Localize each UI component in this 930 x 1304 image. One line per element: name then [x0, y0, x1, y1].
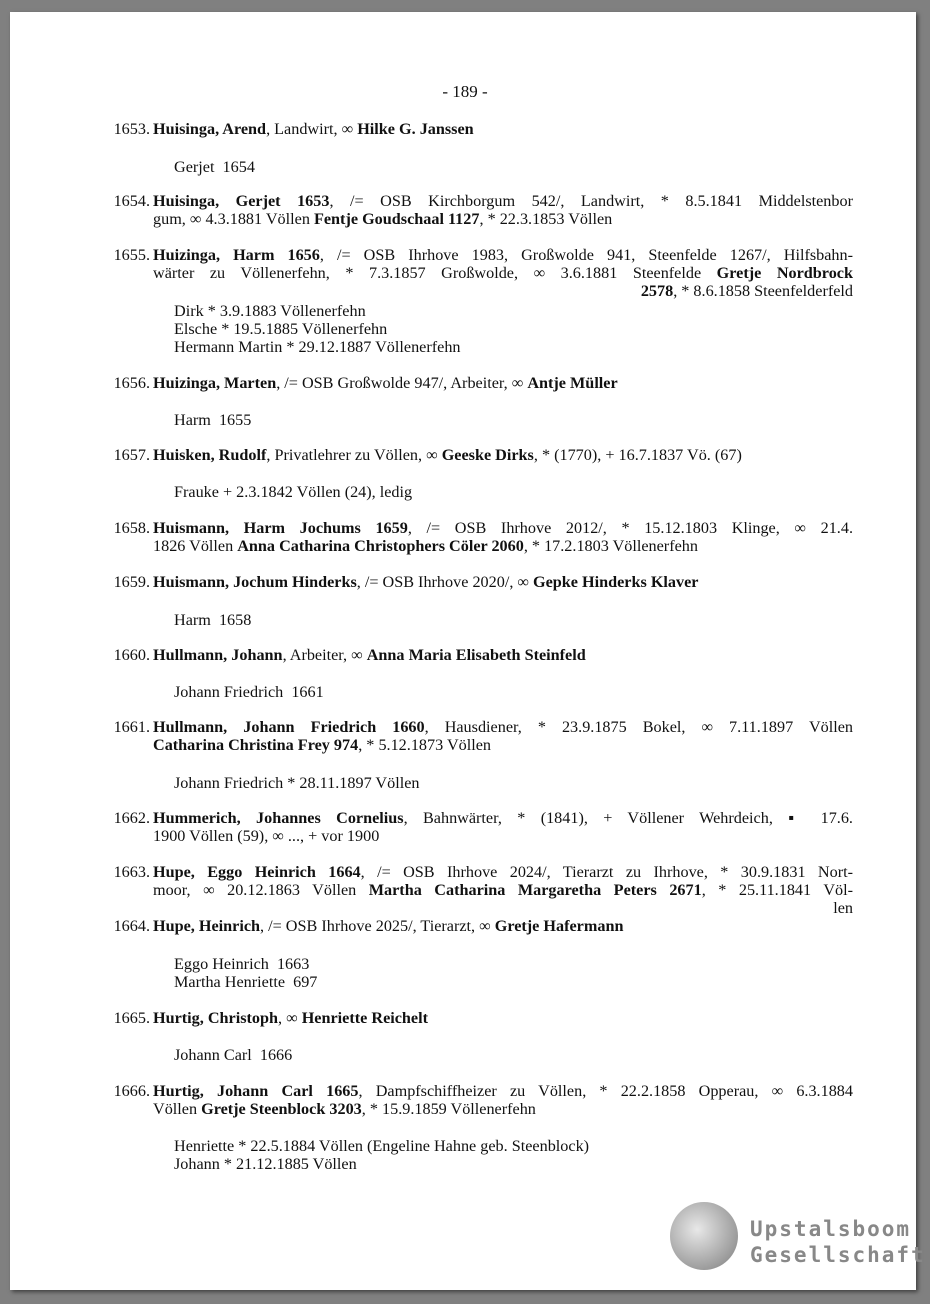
entry-number: 1662. — [113, 809, 150, 827]
children-list — [174, 955, 854, 991]
entry-line: Hurtig, Christoph, ∞ Henriette Reichelt — [153, 1009, 429, 1027]
child-line: Hermann Martin * 29.12.1887 Völlenerfehn — [174, 338, 461, 356]
entry-text — [153, 519, 853, 555]
entry-number: 1654. — [113, 192, 150, 210]
entry-line: Huisken, Rudolf, Privatlehrer zu Völlen, ∞ Geeske Dirks, * (1770), + 16.7.1837 Vö. (67) — [153, 446, 742, 464]
child-line: Henriette * 22.5.1884 Völlen (Engeline Hahne geb. Steenblock) — [174, 1137, 590, 1155]
entry-line: 1900 Völlen (59), ∞ ..., + vor 1900 — [153, 827, 380, 845]
entry-text — [153, 246, 853, 300]
entry-number: 1658. — [113, 519, 150, 537]
entry-line: 2578, * 8.6.1858 Steenfelderfeld — [640, 282, 853, 300]
child-line: Johann Carl 1666 — [174, 1046, 293, 1064]
child-line: Johann Friedrich * 28.11.1897 Völlen — [174, 774, 420, 792]
page-number: - 189 - — [442, 82, 488, 101]
entry-line: Hullmann, Johann Friedrich 1660, Hausdiener, * 23.9.1875 Bokel, ∞ 7.11.1897 Völlen — [153, 718, 853, 736]
entry-text — [153, 446, 853, 464]
entry-number: 1655. — [113, 246, 150, 264]
logo-line-2: Gesellschaft — [750, 1243, 926, 1267]
entry-line: Hullmann, Johann, Arbeiter, ∞ Anna Maria Elisabeth Steinfeld — [153, 646, 586, 664]
entry-number: 1653. — [113, 120, 150, 138]
children-list — [174, 158, 854, 176]
children-list — [174, 411, 854, 429]
child-line: Johann * 21.12.1885 Völlen — [174, 1155, 357, 1173]
child-line: Harm 1658 — [174, 611, 252, 629]
entry-text — [153, 863, 853, 917]
children-list — [174, 683, 854, 701]
entry-number: 1661. — [113, 718, 150, 736]
entry-line: Huizinga, Harm 1656, /= OSB Ihrhove 1983, Großwolde 941, Steenfelde 1267/, Hilfsbahn- — [153, 246, 853, 264]
children-list — [174, 1137, 854, 1173]
entry-text — [153, 1009, 853, 1027]
entry-text — [153, 573, 853, 591]
child-line: Eggo Heinrich 1663 — [174, 955, 310, 973]
entry-line: Catharina Christina Frey 974, * 5.12.1873 Völlen — [153, 736, 491, 754]
entry-line: Huismann, Jochum Hinderks, /= OSB Ihrhove 2020/, ∞ Gepke Hinderks Klaver — [153, 573, 699, 591]
logo-line-1: Upstalsboom — [750, 1217, 912, 1241]
entry-line: Huismann, Harm Jochums 1659, /= OSB Ihrhove 2012/, * 15.12.1803 Klinge, ∞ 21.4. — [153, 519, 853, 537]
entry-number: 1660. — [113, 646, 150, 664]
entry-text — [153, 120, 853, 138]
entry-line: Hurtig, Johann Carl 1665, Dampfschiffheizer zu Völlen, * 22.2.1858 Opperau, ∞ 6.3.1884 — [153, 1082, 853, 1100]
children-list — [174, 302, 854, 356]
child-line: Martha Henriette 697 — [174, 973, 318, 991]
entry-line: Hupe, Heinrich, /= OSB Ihrhove 2025/, Tierarzt, ∞ Gretje Hafermann — [153, 917, 624, 935]
entry-line: Hupe, Eggo Heinrich 1664, /= OSB Ihrhove 2024/, Tierarzt zu Ihrhove, * 30.9.1831 Nort- — [153, 863, 853, 881]
child-line: Frauke + 2.3.1842 Völlen (24), ledig — [174, 483, 413, 501]
entry-number: 1664. — [113, 917, 150, 935]
child-line: Dirk * 3.9.1883 Völlenerfehn — [174, 302, 366, 320]
entry-number: 1665. — [113, 1009, 150, 1027]
entry-line: Huizinga, Marten, /= OSB Großwolde 947/, Arbeiter, ∞ Antje Müller — [153, 374, 618, 392]
entry-number: 1657. — [113, 446, 150, 464]
entry-text — [153, 374, 853, 392]
entry-line: Huisinga, Gerjet 1653, /= OSB Kirchborgum 542/, Landwirt, * 8.5.1841 Middelstenbor — [153, 192, 853, 210]
entry-line: wärter zu Völlenerfehn, * 7.3.1857 Großwolde, ∞ 3.6.1881 Steenfelde Gretje Nordbrock — [153, 264, 853, 282]
entry-number: 1666. — [113, 1082, 150, 1100]
entry-text — [153, 917, 853, 935]
entry-text — [153, 809, 853, 845]
entry-line: gum, ∞ 4.3.1881 Völlen Fentje Goudschaal 1127, * 22.3.1853 Völlen — [153, 210, 613, 228]
entry-text — [153, 192, 853, 228]
children-list — [174, 774, 854, 792]
seal-icon — [670, 1202, 738, 1270]
entry-line: Hummerich, Johannes Cornelius, Bahnwärter, * (1841), + Völlener Wehrdeich, ▪ 17.6. — [153, 809, 853, 827]
entry-line: Völlen Gretje Steenblock 3203, * 15.9.1859 Völlenerfehn — [153, 1100, 536, 1118]
children-list — [174, 1046, 854, 1064]
child-line: Elsche * 19.5.1885 Völlenerfehn — [174, 320, 388, 338]
children-list — [174, 483, 854, 501]
entry-text — [153, 1082, 853, 1118]
child-line: Gerjet 1654 — [174, 158, 255, 176]
entry-number: 1659. — [113, 573, 150, 591]
entry-line: Huisinga, Arend, Landwirt, ∞ Hilke G. Janssen — [153, 120, 474, 138]
entry-text — [153, 718, 853, 754]
entry-number: 1656. — [113, 374, 150, 392]
child-line: Johann Friedrich 1661 — [174, 683, 324, 701]
page — [10, 12, 926, 1290]
entry-number: 1663. — [113, 863, 150, 881]
entry-text — [153, 646, 853, 664]
entry-line: len — [833, 899, 853, 917]
entry-line: moor, ∞ 20.12.1863 Völlen Martha Catharina Margaretha Peters 2671, * 25.11.1841 Völ- — [153, 881, 853, 899]
children-list — [174, 611, 854, 629]
society-logo — [658, 1202, 926, 1282]
child-line: Harm 1655 — [174, 411, 252, 429]
entry-line: 1826 Völlen Anna Catharina Christophers Cöler 2060, * 17.2.1803 Völlenerfehn — [153, 537, 698, 555]
